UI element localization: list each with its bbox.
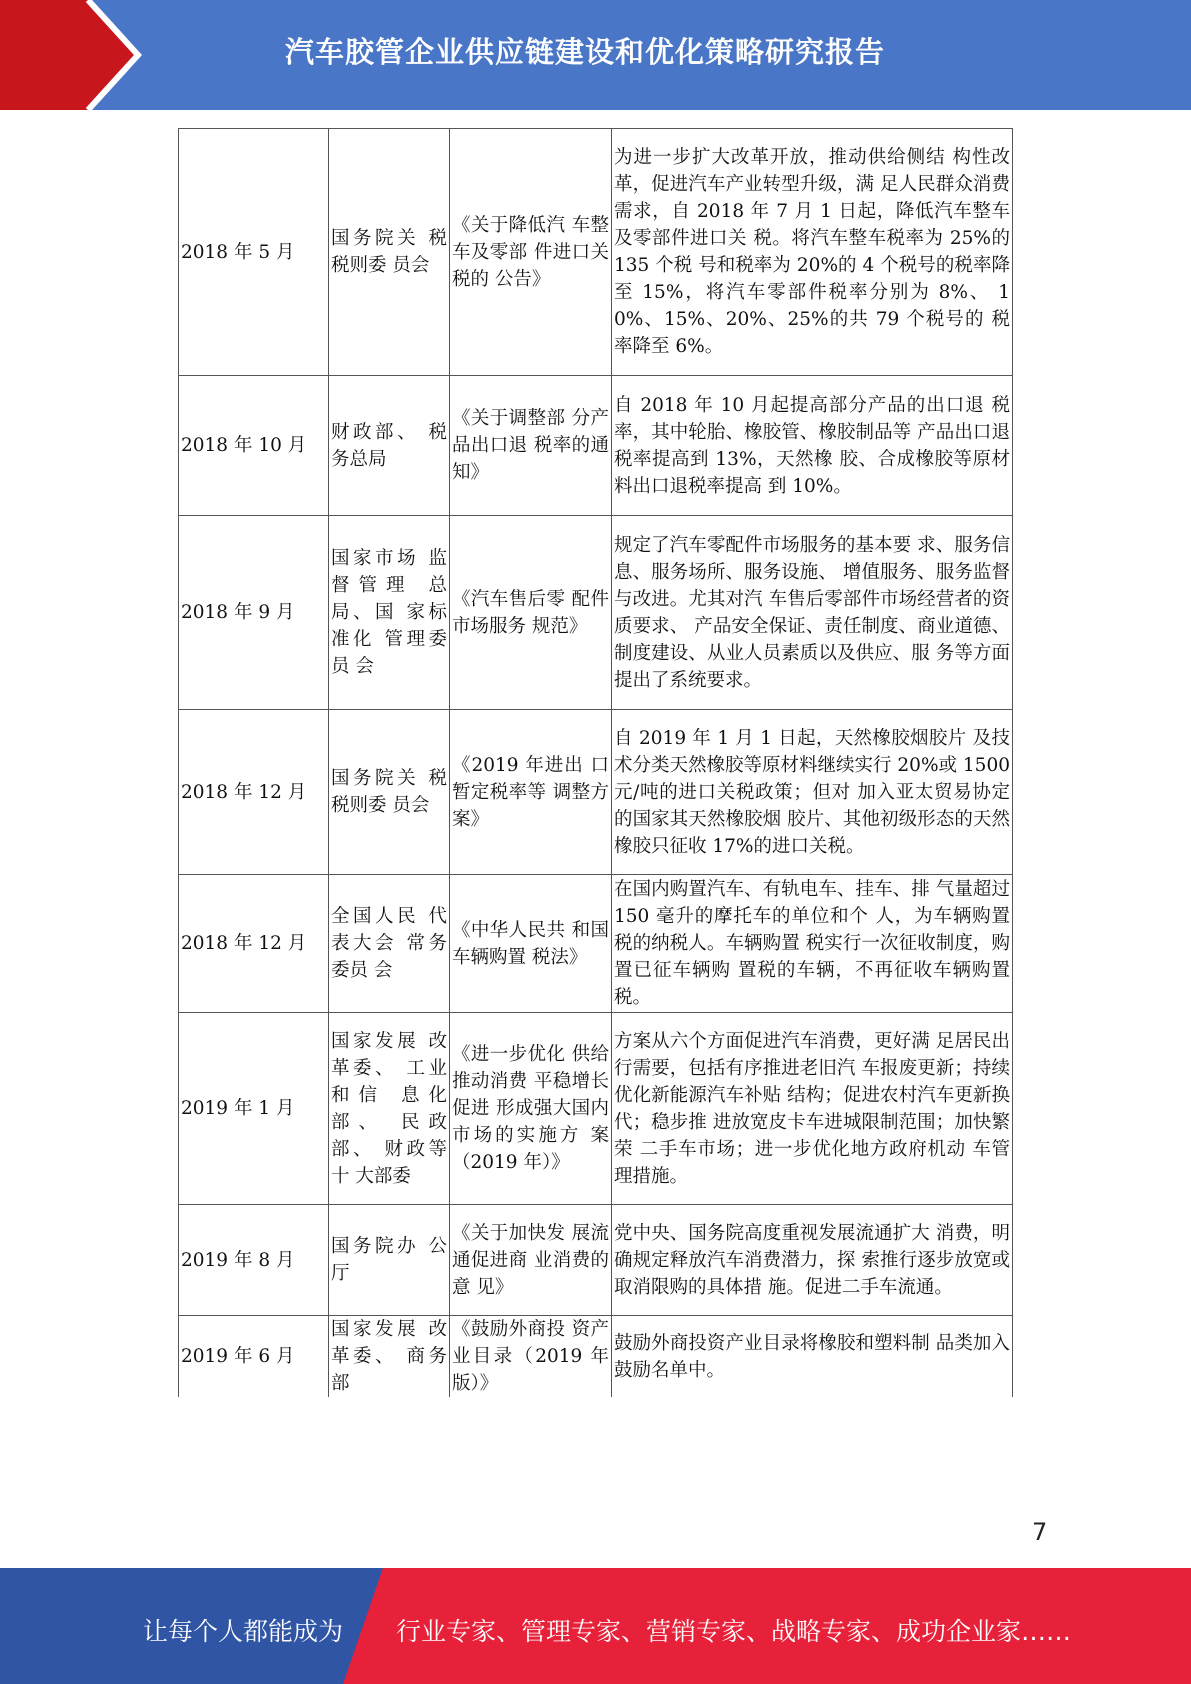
cell-date: 2019 年 6 月 [179, 1316, 329, 1398]
cell-date: 2018 年 9 月 [179, 516, 329, 710]
cell-date: 2019 年 8 月 [179, 1205, 329, 1316]
cell-document: 《关于调整部 分产品出口退 税率的通知》 [450, 376, 612, 516]
cell-document: 《鼓励外商投 资产业目录（2019 年版）》 [450, 1316, 612, 1398]
cell-content: 在国内购置汽车、有轨电车、挂车、排 气量超过 150 毫升的摩托车的单位和个 人，为车辆购置税的纳税人。车辆购置 税实行一次征收制度，购置已征车辆购 置税的车辆，不再征收车辆购置税。 [612, 875, 1013, 1013]
cell-content: 党中央、国务院高度重视发展流通扩大 消费，明确规定释放汽车消费潜力，探 索推行逐步放宽或取消限购的具体措 施。促进二手车流通。 [612, 1205, 1013, 1316]
cell-content: 规定了汽车零配件市场服务的基本要 求、服务信息、服务场所、服务设施、 增值服务、服务监督与改进。尤其对汽 车售后零部件市场经营者的资质要求、 产品安全保证、责任制度、商业道德、 制度建设、从业人员素质以及供应、服 务等方面提出了系统要求。 [612, 516, 1013, 710]
cell-content: 自 2018 年 10 月起提高部分产品的出口退 税率，其中轮胎、橡胶管、橡胶制品等 产品出口退税率提高到 13%，天然橡 胶、合成橡胶等原材料出口退税率提高 到 10%。 [612, 376, 1013, 516]
cell-agency: 国务院办 公厅 [329, 1205, 450, 1316]
cell-agency: 国家发展 改革委、 工业和信 息化部、 民政部、 财政等十 大部委 [329, 1013, 450, 1205]
cell-agency: 财政部、 税务总局 [329, 376, 450, 516]
cell-content: 方案从六个方面促进汽车消费，更好满 足居民出行需要，包括有序推进老旧汽 车报废更新；持续优化新能源汽车补贴 结构；促进农村汽车更新换代；稳步推 进放宽皮卡车进城限制范围；加快繁荣 二手车市场；进一步优化地方政府机动 车管理措施。 [612, 1013, 1013, 1205]
cell-content: 为进一步扩大改革开放，推动供给侧结 构性改革，促进汽车产业转型升级，满 足人民群众消费需求，自 2018 年 7 月 1 日起，降低汽车整车及零部件进口关 税。将汽车整车税率为 25%的 135 个税 号和税率为 20%的 4 个税号的税率降至 15%，将汽车零部件税率分别为 8%、 10%、15%、20%、25%的共 79 个税号的 税率降至 6%。 [612, 129, 1013, 376]
cell-date: 2018 年 12 月 [179, 875, 329, 1013]
table-row [179, 516, 1013, 710]
table-row [179, 129, 1013, 376]
table-row [179, 875, 1013, 1013]
cell-date: 2018 年 5 月 [179, 129, 329, 376]
table-row [179, 710, 1013, 875]
table-row [179, 376, 1013, 516]
cell-agency: 国务院关 税税则委 员会 [329, 129, 450, 376]
header-band [0, 0, 1191, 110]
table-row [179, 1205, 1013, 1316]
page-number: 7 [1032, 1518, 1048, 1546]
cell-date: 2018 年 12 月 [179, 710, 329, 875]
report-title: 汽车胶管企业供应链建设和优化策略研究报告 [285, 35, 886, 69]
cell-document: 《进一步优化 供给推动消费 平稳增长促进 形成强大国内 市场的实施方 案（2019 年）》 [450, 1013, 612, 1205]
cell-document: 《汽车售后零 配件市场服务 规范》 [450, 516, 612, 710]
footer-slogan-right: 行业专家、管理专家、营销专家、战略专家、成功企业家…… [396, 1617, 1072, 1646]
footer-band [0, 1568, 1191, 1684]
footer-slogan-left: 让每个人都能成为 [143, 1617, 344, 1646]
header-arrow-decoration [0, 0, 150, 110]
cell-document: 《2019 年进出 口暂定税率等 调整方案》 [450, 710, 612, 875]
cell-document: 《关于降低汽 车整车及零部 件进口关税的 公告》 [450, 129, 612, 376]
table-row [179, 1013, 1013, 1205]
cell-date: 2018 年 10 月 [179, 376, 329, 516]
cell-agency: 国务院关 税税则委 员会 [329, 710, 450, 875]
cell-agency: 全国人民 代表大会 常务委员 会 [329, 875, 450, 1013]
cell-content: 鼓励外商投资产业目录将橡胶和塑料制 品类加入鼓励名单中。 [612, 1316, 1013, 1398]
cell-date: 2019 年 1 月 [179, 1013, 329, 1205]
cell-agency: 国家市场 监督管理 总局、国 家标准化 管理委员 会 [329, 516, 450, 710]
policy-table [178, 128, 1013, 1397]
cell-agency: 国家发展 改革委、 商务部 [329, 1316, 450, 1398]
cell-content: 自 2019 年 1 月 1 日起，天然橡胶烟胶片 及技术分类天然橡胶等原材料继续实行 20%或 1500 元/吨的进口关税政策；但对 加入亚太贸易协定的国家其天然橡胶烟 胶片、其他初级形态的天然橡胶只征收 17%的进口关税。 [612, 710, 1013, 875]
policy-table-wrapper [178, 128, 1012, 1397]
table-row [179, 1316, 1013, 1398]
cell-document: 《关于加快发 展流通促进商 业消费的意 见》 [450, 1205, 612, 1316]
cell-document: 《中华人民共 和国车辆购置 税法》 [450, 875, 612, 1013]
